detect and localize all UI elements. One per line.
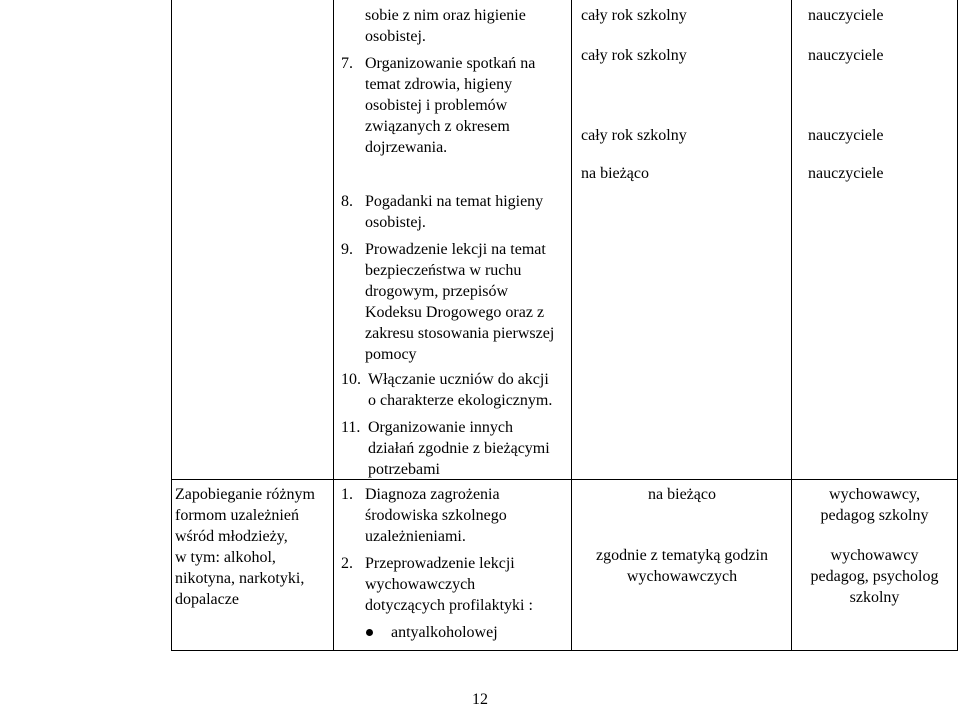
- term-cell: cały rok szkolny: [581, 47, 687, 64]
- list-item-line: bezpieczeństwa w ruchu: [365, 262, 522, 279]
- page-number: 12: [472, 691, 488, 708]
- list-item-line: drogowym, przepisów: [365, 283, 509, 300]
- list-item-line: działań zgodnie z bieżącymi: [368, 440, 550, 457]
- responsible-cell: nauczyciele: [808, 7, 884, 24]
- list-number: 11.: [341, 419, 361, 436]
- list-item-line: Pogadanki na temat higieny: [365, 193, 544, 210]
- list-number: 2.: [341, 555, 353, 572]
- list-item-line: dotyczących profilaktyki :: [365, 597, 533, 614]
- list-number: 1.: [341, 486, 353, 503]
- table-border-bottom: [171, 650, 958, 651]
- list-item-line: Organizowanie spotkań na: [365, 55, 536, 72]
- item-continuation-line: sobie z nim oraz higienie: [365, 7, 526, 24]
- list-item-line: Organizowanie innych: [368, 419, 513, 436]
- goal-line: dopalacze: [175, 591, 239, 608]
- term-cell: na bieżąco: [648, 486, 716, 503]
- goal-line: formom uzależnień: [175, 507, 299, 524]
- responsible-cell: pedagog, psycholog: [810, 568, 939, 585]
- goal-line: nikotyna, narkotyki,: [175, 570, 305, 587]
- list-item-line: o charakterze ekologicznym.: [368, 392, 553, 409]
- list-item-line: wychowawczych: [365, 576, 476, 593]
- list-item-line: związanych z okresem: [365, 118, 510, 135]
- term-cell: cały rok szkolny: [581, 127, 687, 144]
- goal-line: w tym: alkohol,: [175, 549, 276, 566]
- responsible-cell: nauczyciele: [808, 165, 884, 182]
- responsible-cell: wychowawcy: [830, 547, 919, 564]
- list-item-line: osobistej.: [365, 214, 426, 231]
- responsible-cell: nauczyciele: [808, 127, 884, 144]
- list-number: 7.: [341, 55, 353, 72]
- list-item-line: osobistej i problemów: [365, 97, 508, 114]
- list-item-line: środowiska szkolnego: [365, 507, 507, 524]
- bullet-item: antyalkoholowej: [391, 624, 498, 641]
- list-item-line: Włączanie uczniów do akcji: [368, 371, 549, 388]
- list-item-line: Przeprowadzenie lekcji: [365, 555, 515, 572]
- item-continuation-line: osobistej.: [365, 28, 426, 45]
- table-row-divider: [171, 479, 958, 480]
- responsible-cell: wychowawcy,: [829, 486, 920, 503]
- responsible-cell: szkolny: [849, 589, 900, 606]
- responsible-cell: pedagog szkolny: [820, 507, 929, 524]
- list-number: 9.: [341, 241, 353, 258]
- goal-line: wśród młodzieży,: [175, 528, 288, 545]
- list-item-line: uzależnieniami.: [365, 528, 466, 545]
- term-cell: cały rok szkolny: [581, 7, 687, 24]
- list-number: 10.: [341, 371, 361, 388]
- list-item-line: Kodeksu Drogowego oraz z: [365, 304, 545, 321]
- list-item-line: dojrzewania.: [365, 139, 448, 156]
- term-cell: wychowawczych: [626, 568, 738, 585]
- list-item-line: Prowadzenie lekcji na temat: [365, 241, 546, 258]
- term-cell: zgodnie z tematyką godzin: [596, 547, 768, 564]
- table-border-right: [957, 0, 958, 651]
- list-item-line: temat zdrowia, higieny: [365, 76, 513, 93]
- table-divider-col1: [333, 0, 334, 651]
- goal-line: Zapobieganie różnym: [175, 486, 315, 503]
- list-item-line: Diagnoza zagrożenia: [365, 486, 500, 503]
- list-item-line: zakresu stosowania pierwszej: [365, 325, 555, 342]
- list-item-line: pomocy: [365, 346, 417, 363]
- table-border-left: [171, 0, 172, 651]
- list-item-line: potrzebami: [368, 461, 440, 478]
- responsible-cell: nauczyciele: [808, 47, 884, 64]
- list-number: 8.: [341, 193, 353, 210]
- term-cell: na bieżąco: [581, 165, 649, 182]
- bullet-icon: [366, 629, 373, 636]
